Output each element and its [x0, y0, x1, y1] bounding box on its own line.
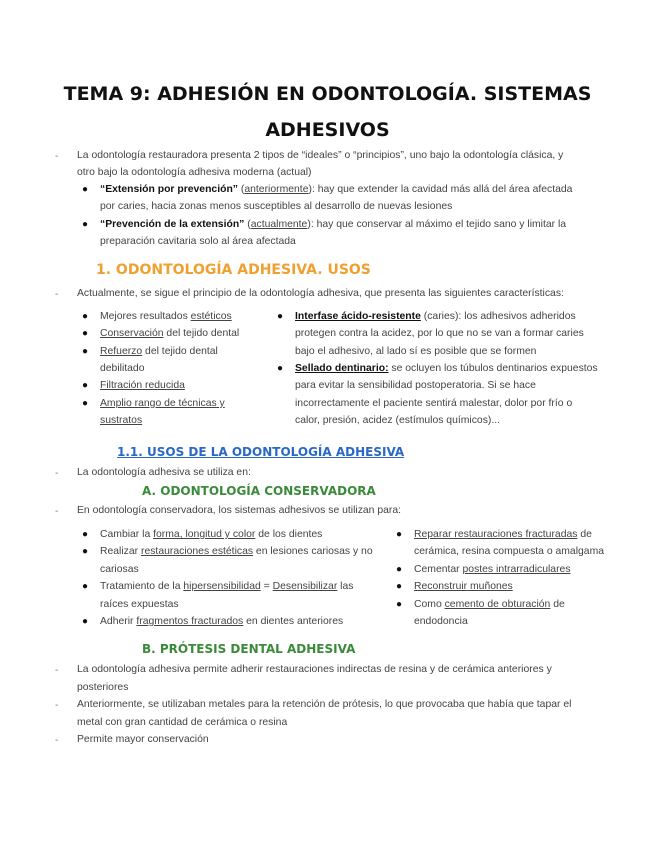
- term-qualifier: anteriormente: [244, 184, 309, 195]
- term: Interfase ácido-resistente: [295, 311, 421, 322]
- feature-item-line3: bajo el adhesivo, al lado sí es posible que se formen: [295, 346, 537, 357]
- subsection-heading-a: A. ODONTOLOGÍA CONSERVADORA: [142, 484, 376, 498]
- item-text: de los dientes: [255, 529, 323, 540]
- bullet-icon: ●: [82, 311, 89, 322]
- section-heading-1: 1. ODONTOLOGÍA ADHESIVA. USOS: [96, 262, 371, 278]
- subB-paragraph-1: La odontología adhesiva permite adherir restauraciones indirectas de resina y de cerámica anteriores y: [77, 664, 552, 675]
- bullet-icon: ●: [82, 380, 89, 391]
- feature-item-line4: calor, presión, acidez (estímulos químicos)...: [295, 415, 501, 426]
- bullet-icon: ●: [82, 219, 89, 230]
- item-text: Realizar: [100, 546, 141, 557]
- item-text: en dientes anteriores: [243, 616, 344, 627]
- item-text: las: [337, 581, 354, 592]
- use-item: [100, 578, 353, 596]
- section1-paragraph: Actualmente, se sigue el principio de la odontología adhesiva, que presenta las siguientes características:: [77, 288, 564, 299]
- term: “Prevención de la extensión”: [100, 219, 245, 230]
- item-keyword: restauraciones estéticas: [141, 546, 254, 557]
- term: Sellado dentinario:: [295, 363, 389, 374]
- subsection-heading-b: B. PRÓTESIS DENTAL ADHESIVA: [142, 642, 356, 656]
- item-keyword: fragmentos fracturados: [136, 616, 244, 627]
- feature-item: Filtración reducida: [100, 380, 185, 391]
- item-text: Mejores resultados: [100, 311, 191, 322]
- feature-item-line2: para evitar la sensibilidad postoperatoria. Si se hace: [295, 380, 536, 391]
- term-qualifier: actualmente: [250, 219, 308, 230]
- use-item: [100, 526, 322, 544]
- dash-marker: -: [55, 506, 59, 517]
- item-text: de: [550, 599, 565, 610]
- intro-bullet-2-line2: preparación cavitaria solo al área afectada: [100, 236, 296, 247]
- item-keyword: Reparar restauraciones fracturadas: [414, 529, 578, 540]
- intro-bullet-1-line2: por caries, hacia zonas menos susceptibles al desarrollo de nuevas lesiones: [100, 201, 453, 212]
- item-text: Tratamiento de la: [100, 581, 184, 592]
- feature-item: [100, 325, 239, 343]
- dash-marker: -: [55, 468, 59, 479]
- item-keyword: Refuerzo: [100, 346, 143, 357]
- item-keyword: Desensibilizar: [272, 581, 338, 592]
- item-text: (caries): los adhesivos adheridos: [420, 311, 576, 322]
- subB-paragraph-2-line2: metal con gran cantidad de cerámica o resina: [77, 717, 288, 728]
- subB-paragraph-1-line2: posteriores: [77, 682, 129, 693]
- item-keyword: postes intrarradiculares: [462, 564, 571, 575]
- item-text: Cambiar la: [100, 529, 154, 540]
- item-text: Como: [414, 599, 445, 610]
- bullet-text: : hay que conservar al máximo el tejido sano y limitar la: [310, 219, 567, 230]
- item-text: de: [577, 529, 592, 540]
- use-item: [414, 561, 571, 579]
- feature-item-line2: sustratos: [100, 415, 143, 426]
- section11-paragraph: La odontología adhesiva se utiliza en:: [77, 467, 251, 478]
- bullet-icon: ●: [396, 529, 403, 540]
- item-keyword: Conservación: [100, 328, 164, 339]
- use-item: Reconstruir muñones: [414, 581, 513, 592]
- bullet-icon: ●: [396, 564, 403, 575]
- subB-paragraph-3: Permite mayor conservación: [77, 734, 209, 745]
- feature-item-line3: incorrectamente el paciente sentirá malestar, dolor por frío o: [295, 398, 573, 409]
- feature-item: [295, 308, 576, 326]
- use-item: [414, 526, 592, 544]
- item-text: Cementar: [414, 564, 463, 575]
- bullet-icon: ●: [277, 311, 284, 322]
- dash-marker: -: [55, 289, 59, 300]
- bullet-text: : hay que extender la cavidad más allá del área afectada: [311, 184, 573, 195]
- feature-item: [295, 360, 598, 378]
- feature-item-line2: debilitado: [100, 363, 145, 374]
- feature-item: [100, 343, 218, 361]
- dash-marker: -: [55, 665, 59, 676]
- intro-bullet-1: “Extensión por prevención” (anteriormente): hay que extender la cavidad más allá del área afectada: [100, 184, 573, 195]
- item-text: se ocluyen los túbulos dentinarios expuestos: [388, 363, 598, 374]
- term: “Extensión por prevención”: [100, 184, 238, 195]
- feature-item: Amplio rango de técnicas y: [100, 398, 225, 409]
- intro-bullet-2: “Prevención de la extensión” (actualmente): hay que conservar al máximo el tejido sano y limitar la: [100, 219, 567, 230]
- item-text: del tejido dental: [142, 346, 218, 357]
- use-item-line2: raíces expuestas: [100, 599, 179, 610]
- bullet-icon: ●: [82, 184, 89, 195]
- dash-marker: -: [55, 735, 59, 746]
- bullet-icon: ●: [396, 599, 403, 610]
- bullet-icon: ●: [396, 581, 403, 592]
- item-keyword: hipersensibilidad: [183, 581, 261, 592]
- use-item: [414, 596, 565, 614]
- bullet-icon: ●: [82, 616, 89, 627]
- item-text: =: [260, 581, 273, 592]
- bullet-icon: ●: [82, 546, 89, 557]
- dash-marker: -: [55, 700, 59, 711]
- bullet-icon: ●: [82, 529, 89, 540]
- bullet-icon: ●: [82, 398, 89, 409]
- item-text: en lesiones cariosas y no: [253, 546, 373, 557]
- use-item-line2: cerámica, resina compuesta o amalgama: [414, 546, 605, 557]
- item-keyword: cemento de obturación: [444, 599, 551, 610]
- intro-paragraph-line2: otro bajo la odontología adhesiva moderna (actual): [77, 167, 312, 178]
- bullet-icon: ●: [82, 328, 89, 339]
- use-item-line2: cariosas: [100, 564, 139, 575]
- bullet-icon: ●: [82, 581, 89, 592]
- item-text: Adherir: [100, 616, 137, 627]
- subA-paragraph: En odontología conservadora, los sistemas adhesivos se utilizan para:: [77, 505, 402, 516]
- bullet-icon: ●: [82, 346, 89, 357]
- page-title-line1: TEMA 9: ADHESIÓN EN ODONTOLOGÍA. SISTEMAS: [63, 83, 592, 105]
- use-item-line2: endodoncia: [414, 616, 468, 627]
- item-text: del tejido dental: [163, 328, 240, 339]
- intro-paragraph-line1: La odontología restauradora presenta 2 tipos de “ideales” o “principios”, uno bajo la odontología clásica, y: [77, 150, 564, 161]
- use-item: [100, 543, 373, 561]
- bullet-icon: ●: [277, 363, 284, 374]
- feature-item: [100, 308, 232, 326]
- item-keyword: estéticos: [190, 311, 232, 322]
- dash-marker: -: [55, 151, 59, 162]
- feature-item-line2: protegen contra la acidez, por lo que no se van a formar caries: [295, 328, 584, 339]
- subB-paragraph-2: Anteriormente, se utilizaban metales para la retención de prótesis, lo que provocaba que había que tapar el: [77, 699, 572, 710]
- item-keyword: forma, longitud y color: [153, 529, 256, 540]
- page-title-line2: ADHESIVOS: [265, 119, 390, 141]
- use-item: [100, 613, 343, 631]
- section-heading-1-1: 1.1. USOS DE LA ODONTOLOGÍA ADHESIVA: [117, 445, 405, 459]
